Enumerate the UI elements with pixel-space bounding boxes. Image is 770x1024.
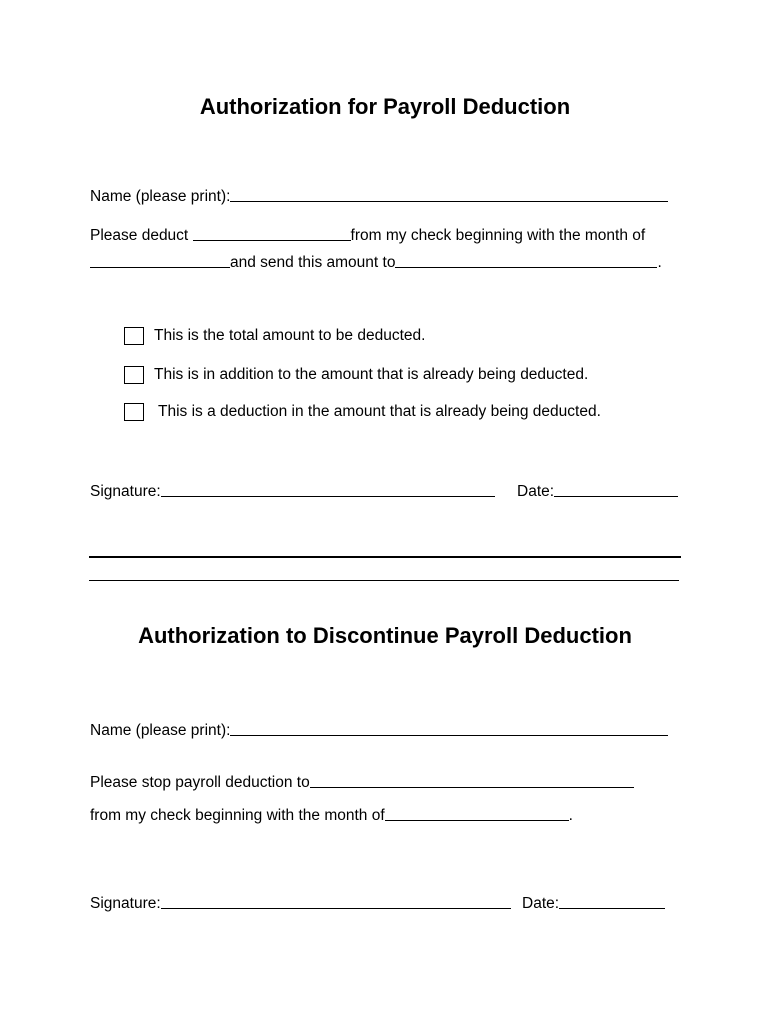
stop-month-blank[interactable]: [385, 806, 569, 821]
deduct-month-label: from my check beginning with the month of: [350, 227, 646, 244]
send-label: and send this amount to: [230, 254, 396, 271]
date-row-2: [522, 893, 665, 913]
total-amount-checkbox[interactable]: [124, 327, 144, 345]
send-period: .: [657, 254, 662, 271]
stop-deduction-row: [90, 772, 634, 792]
name-blank-1[interactable]: [230, 187, 668, 202]
deduct-amount-row: [90, 225, 645, 245]
section-divider-thick: [89, 556, 681, 558]
name-field-row-2: [90, 720, 668, 740]
date-label-1: Date:: [517, 483, 555, 500]
deduct-label: Please deduct: [90, 227, 193, 244]
signature-label-2: Signature:: [90, 895, 161, 912]
stop-period: .: [568, 807, 573, 824]
stop-to-blank[interactable]: [310, 773, 634, 788]
start-month-blank[interactable]: [90, 253, 230, 268]
total-amount-label: This is the total amount to be deducted.: [154, 327, 426, 344]
addition-checkbox[interactable]: [124, 366, 144, 384]
deduction-checkbox[interactable]: [124, 403, 144, 421]
name-label-2: Name (please print):: [90, 722, 231, 739]
date-label-2: Date:: [522, 895, 560, 912]
option-row-deduction: [124, 402, 601, 422]
addition-label: This is in addition to the amount that is already being deducted.: [154, 366, 589, 383]
discontinue-deduction-title: Authorization to Discontinue Payroll Deduction: [138, 623, 632, 648]
send-to-blank[interactable]: [395, 253, 657, 268]
section-divider-thin: [89, 580, 679, 581]
stop-label: Please stop payroll deduction to: [90, 774, 310, 791]
signature-row-2: [90, 893, 511, 913]
deduction-label: This is a deduction in the amount that is already being deducted.: [158, 403, 601, 420]
signature-label-1: Signature:: [90, 483, 161, 500]
payroll-deduction-title: Authorization for Payroll Deduction: [199, 94, 571, 119]
stop-month-label: from my check beginning with the month of: [90, 807, 385, 824]
signature-blank-2[interactable]: [161, 894, 511, 909]
date-row-1: [517, 481, 678, 501]
deduct-amount-blank[interactable]: [193, 226, 351, 241]
name-field-row-1: [90, 186, 668, 206]
name-blank-2[interactable]: [230, 721, 668, 736]
date-blank-2[interactable]: [559, 894, 665, 909]
option-row-addition: [124, 365, 588, 385]
date-blank-1[interactable]: [554, 482, 678, 497]
signature-blank-1[interactable]: [161, 482, 495, 497]
name-label-1: Name (please print):: [90, 188, 231, 205]
option-row-total: [124, 326, 425, 346]
signature-row-1: [90, 481, 495, 501]
stop-month-row: [90, 805, 573, 825]
send-amount-row: [90, 252, 662, 272]
